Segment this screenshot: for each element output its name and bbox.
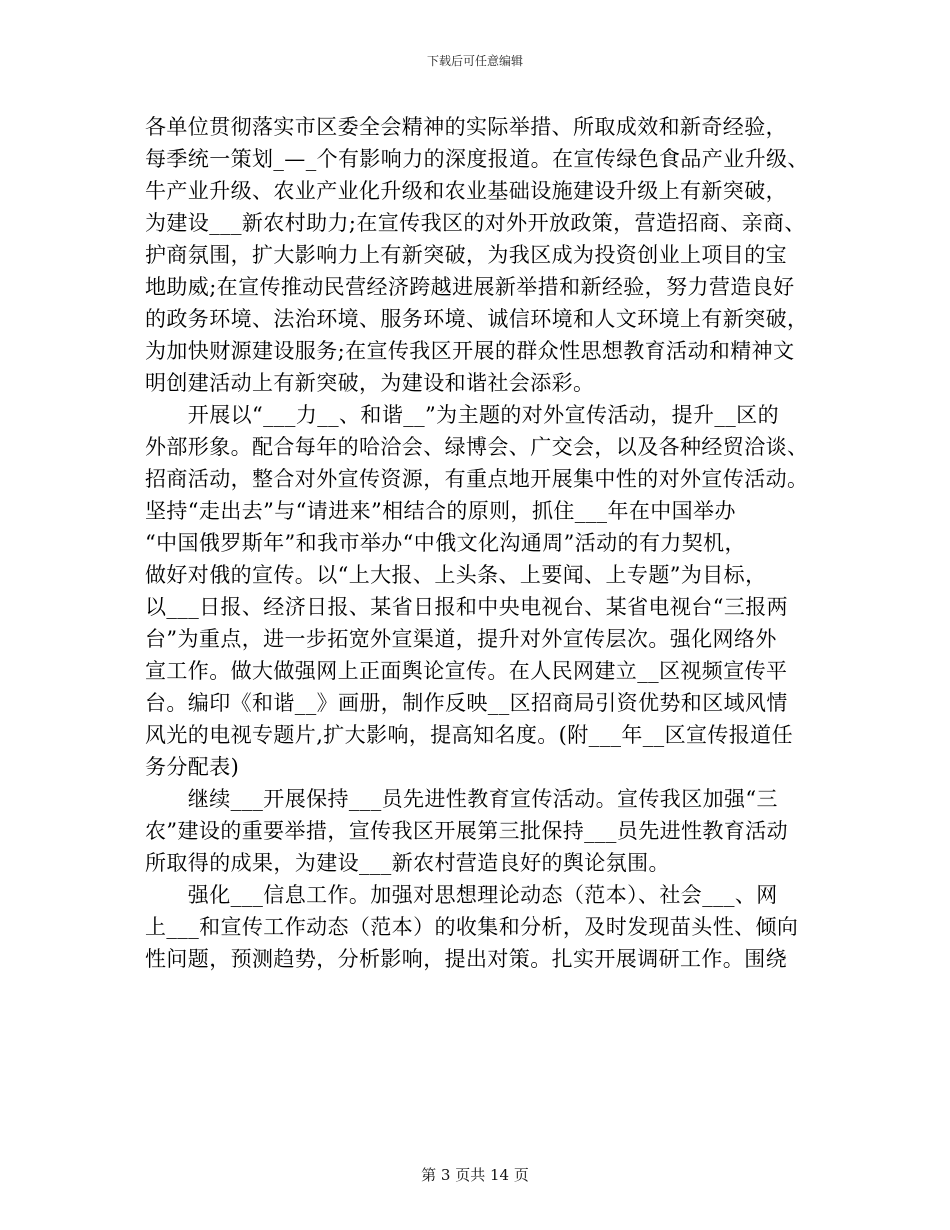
body-line: 招商活动，整合对外宣传资源，有重点地开展集中性的对外宣传活动。 (145, 467, 809, 491)
body-line: 务分配表) (145, 755, 240, 779)
body-line: 开展以“___力__、和谐__”为主题的对外宣传活动，提升__区的 (145, 403, 779, 427)
body-line: 的政务环境、法治环境、服务环境、诚信环境和人文环境上有新突破， (145, 307, 809, 331)
body-line: 为加快财源建设服务;在宣传我区开展的群众性思想教育活动和精神文 (145, 339, 795, 363)
body-line: 坚持“走出去”与“请进来”相结合的原则，抓住___年在中国举办 (145, 499, 736, 523)
body-line: 宣工作。做大做强网上正面舆论宣传。在人民网建立__区视频宣传平 (145, 659, 788, 683)
body-line: 做好对俄的宣传。以“上大报、上头条、上要闻、上专题”为目标， (145, 563, 767, 587)
document-body (145, 111, 809, 975)
body-line: 上___和宣传工作动态（范本）的收集和分析，及时发现苗头性、倾向 (145, 915, 799, 939)
body-line: 护商氛围，扩大影响力上有新突破，为我区成为投资创业上项目的宝 (145, 243, 787, 267)
body-line: 风光的电视专题片,扩大影响，提高知名度。(附___年__区宣传报道任 (145, 723, 793, 747)
body-line: 每季统一策划_—_个有影响力的深度报道。在宣传绿色食品产业升级、 (145, 147, 809, 171)
body-line: 强化___信息工作。加强对思想理论动态（范本）、社会___、网 (145, 883, 778, 907)
page-header: 下载后可任意编辑 (426, 54, 523, 68)
body-line: 继续___开展保持___员先进性教育宣传活动。宣传我区加强“三 (145, 787, 778, 811)
body-line: 性问题，预测趋势，分析影响，提出对策。扎实开展调研工作。围绕 (145, 947, 787, 971)
body-line: 牛产业升级、农业产业化升级和农业基础设施建设升级上有新突破， (145, 179, 787, 203)
body-line: 台。编印《和谐__》画册，制作反映__区招商局引资优势和区域风情 (145, 691, 788, 715)
body-line: 所取得的成果，为建设___新农村营造良好的舆论氛围。 (145, 851, 670, 875)
page-footer: 第 3 页共 14 页 (421, 1166, 529, 1184)
body-line: 台”为重点，进一步拓宽外宣渠道，提升对外宣传层次。强化网络外 (145, 627, 777, 651)
body-line: 以___日报、经济日报、某省日报和中央电视台、某省电视台“三报两 (145, 595, 789, 619)
body-line: 外部形象。配合每年的哈洽会、绿博会、广交会，以及各种经贸洽谈、 (145, 435, 809, 459)
body-line: 明创建活动上有新突破，为建设和谐社会添彩。 (145, 371, 595, 395)
body-line: “中国俄罗斯年”和我市举办“中俄文化沟通周”活动的有力契机， (145, 531, 746, 555)
body-line: 农”建设的重要举措，宣传我区开展第三批保持___员先进性教育活动 (145, 819, 789, 843)
body-line: 各单位贯彻落实市区委全会精神的实际举措、所取成效和新奇经验， (145, 115, 787, 139)
body-line: 地助威;在宣传推动民营经济跨越进展新举措和新经验，努力营造良好 (145, 275, 795, 299)
body-line: 为建设___新农村助力;在宣传我区的对外开放政策，营造招商、亲商、 (145, 211, 806, 235)
